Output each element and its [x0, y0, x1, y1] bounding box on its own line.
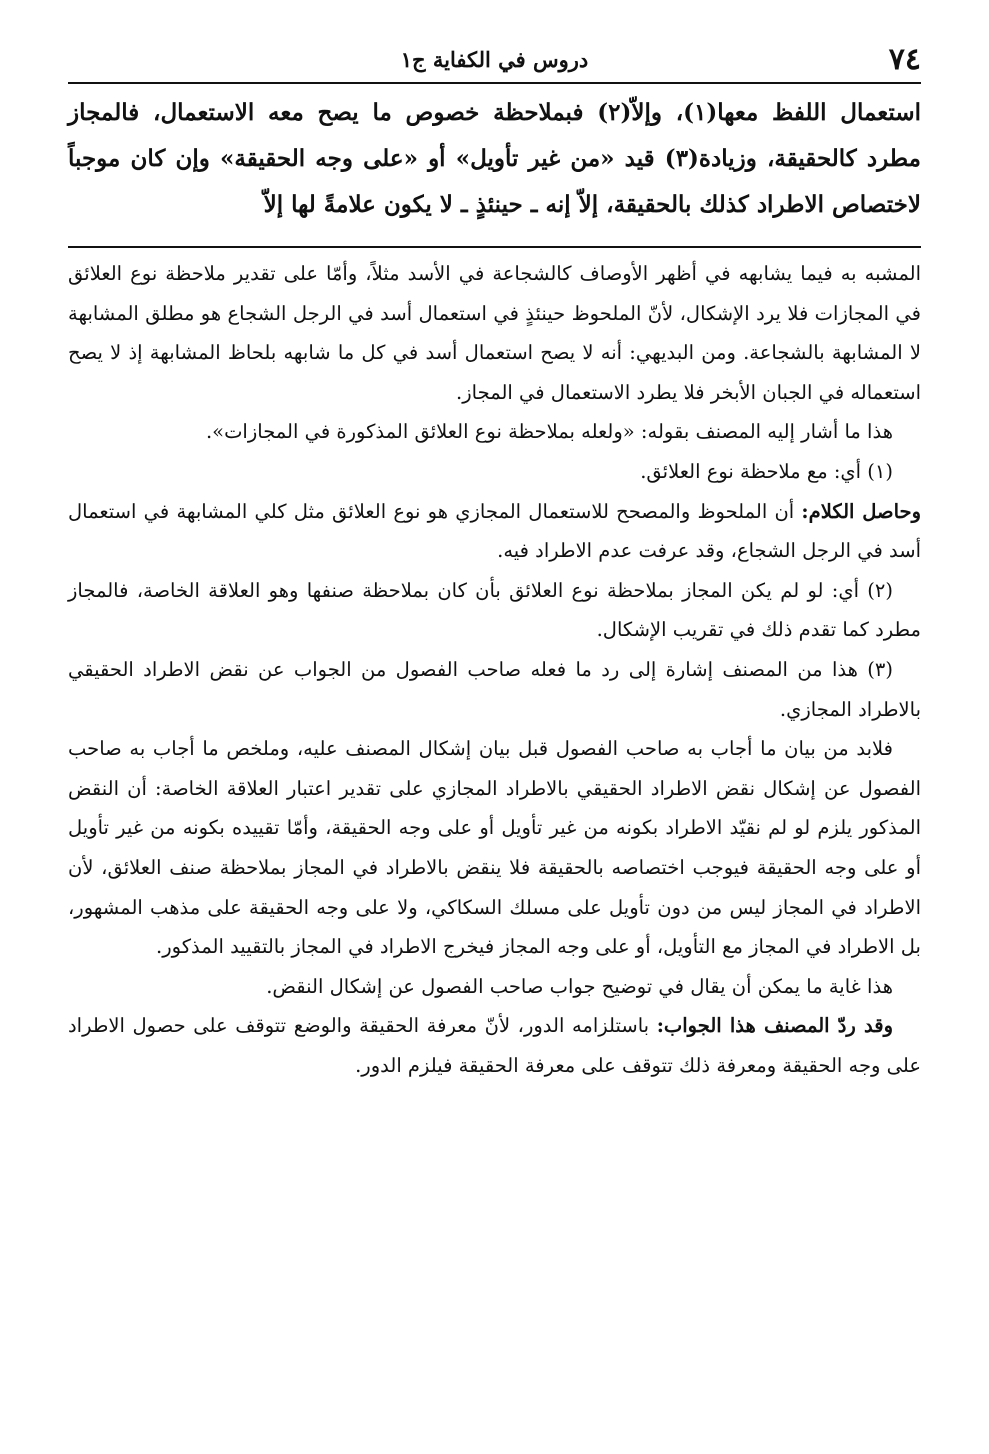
page-header	[68, 40, 921, 80]
section-label: وحاصل الكلام:	[801, 499, 922, 523]
matn-separator-rule	[68, 246, 921, 248]
commentary-paragraph: هذا غاية ما يمكن أن يقال في توضيح جواب صاحب الفصول عن إشكال النقض.	[266, 974, 893, 998]
commentary-paragraph	[68, 1006, 921, 1085]
commentary-paragraph: المشبه به فيما يشابهه في أظهر الأوصاف كالشجاعة في الأسد مثلاً، وأمّا على تقدير ملاحظة نوع العلائق في المجازات فلا يرد الإشكال، لأنّ الملحوظ حينئذٍ في استعمال أسد في الرجل الشجاع هو مطلق المشابهة لا المشابهة بالشجاعة. ومن البديهي: أنه لا يصح استعمال أسد في كل ما شابهه بلحاظ المشابهة إذ لا يصح استعماله في الجبان الأبخر فلا يطرد الاستعمال في المجاز.	[68, 262, 921, 404]
footnote-2: (٢) أي: لو لم يكن المجاز بملاحظة نوع العلائق بأن كان بملاحظة صنفها وهو العلاقة الخاصة، فالمجاز مطرد كما تقدم ذلك في تقريب الإشكال.	[68, 578, 921, 642]
matn-text: استعمال اللفظ معها(١)، وإلاّ(٢) فبملاحظة خصوص ما يصح معه الاستعمال، فالمجاز مطرد كالحقيقة، وزيادة(٣) قيد «من غير تأويل» أو «على وجه الحقيقة» وإن كان موجباً لاختصاص الاطراد كذلك بالحقيقة، إلاّ إنه ـ حينئذٍ ـ لا يكون علامةً لها إلاّ	[68, 99, 921, 218]
commentary	[68, 254, 921, 1085]
commentary-paragraph: فلابد من بيان ما أجاب به صاحب الفصول قبل بيان إشكال المصنف عليه، وملخص ما أجاب به صاحب الفصول عن إشكال نقض الاطراد الحقيقي بالاطراد المجازي على تقدير اعتبار العلاقة الخاصة: أن النقض المذكور يلزم لو لم نقيّد الاطراد بكونه من غير تأويل أو على وجه الحقيقة، وأمّا تقييده بكونه من غير تأويل أو على وجه الحقيقة فيوجب اختصاصه بالحقيقة فلا ينقض بالاطراد في المجاز بملاحظة صنف العلائق، لأن الاطراد في المجاز ليس من دون تأويل على مسلك السكاكي، ولا على وجه الحقيقة على مذهب المشهور، بل الاطراد في المجاز مع التأويل، أو على وجه المجاز فيخرج الاطراد في المجاز بالتقييد المذكور.	[68, 737, 921, 959]
footnote-3: (٣) هذا من المصنف إشارة إلى رد ما فعله صاحب الفصول من الجواب عن نقض الاطراد الحقيقي بالاطراد المجازي.	[68, 657, 921, 721]
paragraph-text: أن الملحوظ والمصحح للاستعمال المجازي هو نوع العلائق مثل كلي المشابهة في استعمال أسد في الرجل الشجاع، وقد عرفت عدم الاطراد فيه.	[68, 499, 921, 563]
paragraph-text: باستلزامه الدور، لأنّ معرفة الحقيقة والوضع تتوقف على حصول الاطراد على وجه الحقيقة ومعرفة ذلك تتوقف على معرفة الحقيقة فيلزم الدور.	[68, 1014, 921, 1077]
book-title: دروس في الكفاية ج١	[400, 47, 589, 72]
footnote-1: (١) أي: مع ملاحظة نوع العلائق.	[640, 459, 893, 483]
section-label: وقد ردّ المصنف هذا الجواب:	[656, 1014, 893, 1038]
page-number: ٧٤	[888, 42, 921, 77]
header-rule	[68, 82, 921, 84]
commentary-paragraph	[68, 492, 921, 571]
commentary-paragraph: هذا ما أشار إليه المصنف بقوله: «ولعله بملاحظة نوع العلائق المذكورة في المجازات».	[205, 420, 893, 444]
